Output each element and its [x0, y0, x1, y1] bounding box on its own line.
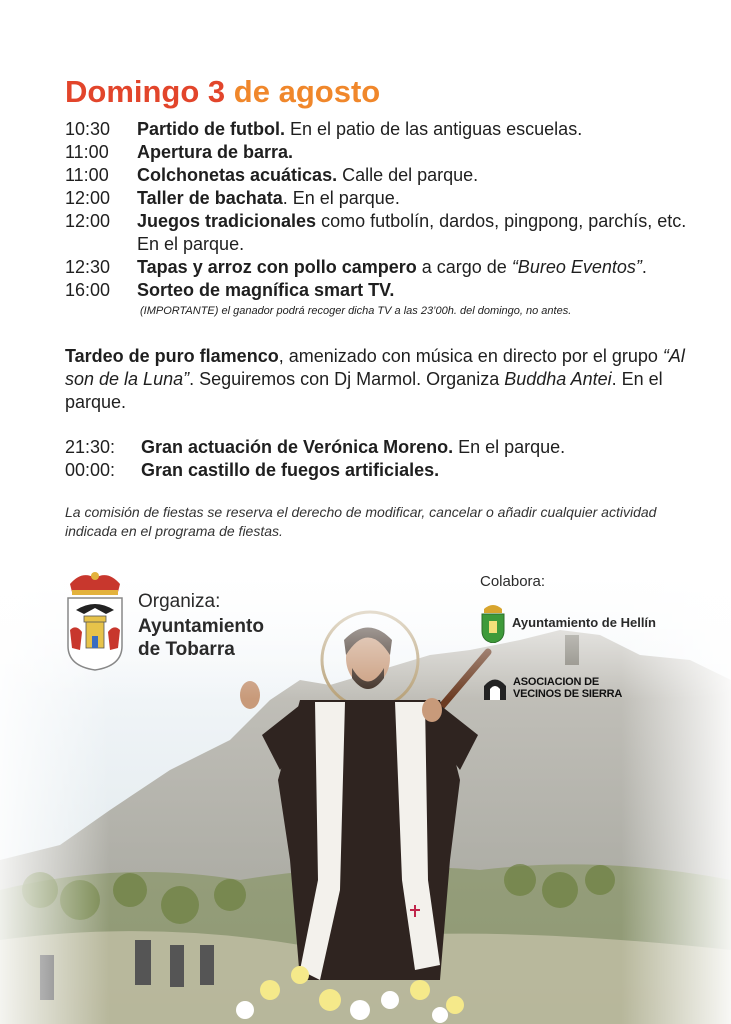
tardeo-text-3: . En el parque.	[65, 369, 663, 412]
tardeo-text-2: . Seguiremos con Dj Marmol. Organiza	[189, 369, 505, 389]
disclaimer: La comisión de fiestas se reserva el derecho de modificar, cancelar o añadir cualquier actividad indicada en el programa de fiestas.	[65, 504, 657, 539]
schedule-item	[65, 279, 705, 302]
schedule-time: 11:00	[65, 165, 109, 185]
day-heading-month: de agosto	[233, 74, 381, 109]
schedule-item	[65, 436, 705, 459]
schedule-time: 00:00:	[65, 460, 116, 480]
schedule-title: Partido de futbol.	[137, 119, 285, 139]
tardeo-organizer: Buddha Antei	[504, 369, 612, 389]
tardeo-text-1: , amenizado con música en directo por el grupo	[278, 346, 663, 366]
schedule-list	[65, 118, 705, 318]
schedule-title: Apertura de barra.	[137, 142, 294, 162]
day-heading-day: Domingo 3	[65, 74, 226, 109]
tardeo-title: Tardeo de puro flamenco	[65, 346, 279, 366]
organizer-name-line-1: Ayuntamiento	[138, 616, 264, 637]
schedule-item	[65, 118, 705, 141]
asociacion-name: ASOCIACION DE VECINOS DE SIERRA	[513, 676, 623, 700]
organizer-name	[138, 615, 264, 661]
schedule-organizer: “Bureo Eventos”	[511, 257, 642, 277]
tobarra-coat-of-arms-icon	[62, 570, 128, 674]
schedule-title: Taller de bachata	[137, 188, 283, 208]
schedule-detail: En el parque.	[453, 437, 566, 457]
schedule-detail: Calle del parque.	[337, 165, 479, 185]
schedule-time: 12:00	[65, 211, 111, 231]
important-note: (IMPORTANTE) el ganador podrá recoger dicha TV a las 23’00h. del domingo, no antes.	[140, 305, 572, 317]
hellin-name: Ayuntamiento de Hellín	[512, 614, 656, 630]
schedule-title: Juegos tradicionales	[137, 211, 317, 231]
schedule-detail: a cargo de	[416, 257, 512, 277]
schedule-end: .	[641, 257, 647, 277]
hellin-shield-icon	[480, 601, 506, 643]
schedule-title: Gran actuación de Verónica Moreno.	[141, 437, 454, 457]
asociacion-arch-icon	[483, 675, 507, 701]
schedule-item	[65, 256, 705, 279]
schedule-detail: En el patio de las antiguas escuelas.	[285, 119, 583, 139]
schedule-time: 12:30	[65, 257, 111, 277]
schedule-time: 21:30:	[65, 437, 116, 457]
collaborators-label: Colabora:	[480, 573, 546, 590]
schedule-time: 11:00	[65, 142, 109, 162]
schedule-time: 16:00	[65, 280, 111, 300]
schedule-time: 10:30	[65, 119, 111, 139]
schedule-detail: como futbolín, dardos, pingpong, parchís, etc. En el parque.	[137, 211, 687, 254]
tardeo-paragraph	[65, 345, 685, 414]
schedule-detail: . En el parque.	[282, 188, 400, 208]
night-schedule	[65, 436, 705, 482]
schedule-title: Tapas y arroz con pollo campero	[137, 257, 417, 277]
schedule-title: Colchonetas acuáticas.	[137, 165, 338, 185]
schedule-item	[65, 164, 705, 187]
organizer-name-line-2: de Tobarra	[138, 639, 235, 660]
schedule-item	[65, 210, 705, 256]
schedule-item	[65, 459, 705, 482]
schedule-item	[65, 187, 705, 210]
hellin-logo	[480, 601, 656, 643]
tardeo-band: “Al son de la Luna”	[65, 346, 685, 389]
schedule-time: 12:00	[65, 188, 111, 208]
schedule-title: Gran castillo de fuegos artificiales.	[141, 460, 440, 480]
organizer-label: Organiza:	[138, 591, 221, 612]
schedule-title: Sorteo de magnífica smart TV.	[137, 280, 395, 300]
schedule-item	[65, 141, 705, 164]
asociacion-logo	[483, 675, 622, 701]
day-heading	[65, 74, 380, 110]
